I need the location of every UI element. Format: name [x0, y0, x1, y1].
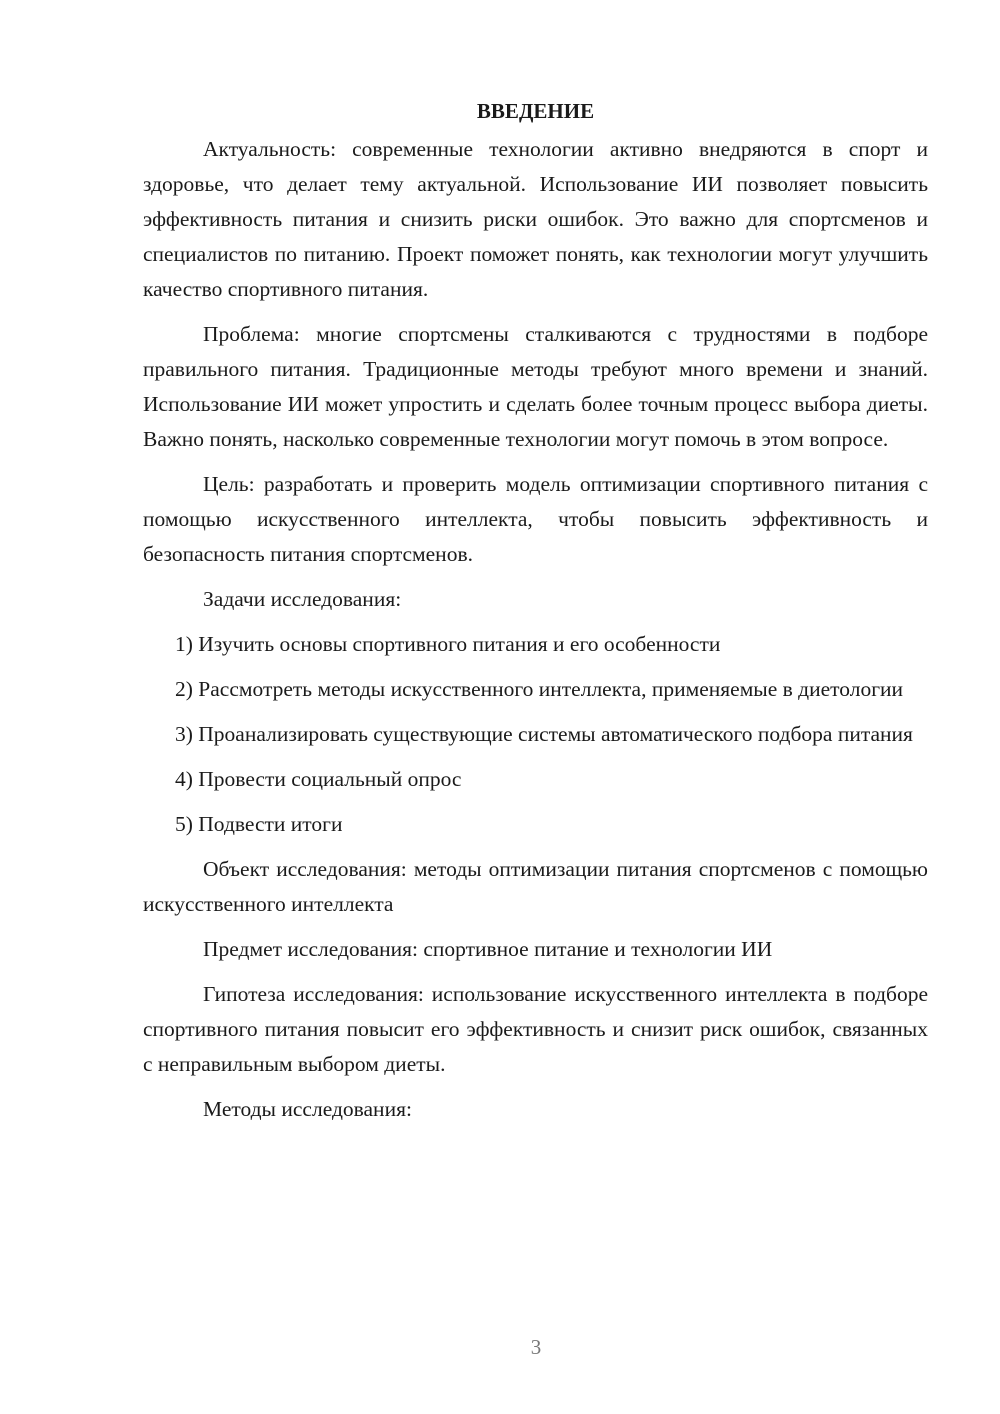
task-item-5: 5) Подвести итоги: [175, 812, 343, 836]
page-content: [143, 96, 928, 1137]
paragraph-problem: Проблема: многие спортсмены сталкиваются с трудностями в подборе правильного питания. Традиционные методы требуют много времени и знаний. Использование ИИ может упростить и сделать более точным процесс выбора диеты. Важно понять, насколько современные технологии могут помочь в этом вопросе.: [143, 322, 928, 451]
page-title: ВВЕДЕНИЕ: [476, 99, 595, 123]
task-item-3: 3) Проанализировать существующие системы автоматического подбора питания: [175, 722, 913, 746]
task-item-4: 4) Провести социальный опрос: [175, 767, 462, 791]
page-number: 3: [530, 1335, 542, 1359]
paragraph-subject: Предмет исследования: спортивное питание и технологии ИИ: [203, 937, 773, 961]
paragraph-goal: Цель: разработать и проверить модель оптимизации спортивного питания с помощью искусственного интеллекта, чтобы повысить эффективность и безопасность питания спортсменов.: [143, 472, 928, 566]
task-item-2: 2) Рассмотреть методы искусственного интеллекта, применяемые в диетологии: [175, 677, 904, 701]
paragraph-methods: Методы исследования:: [203, 1097, 412, 1121]
paragraph-relevance: Актуальность: современные технологии активно внедряются в спорт и здоровье, что делает тему актуальной. Использование ИИ позволяет повысить эффективность питания и снизить риски ошибок. Это важно для спортсменов и специалистов по питанию. Проект поможет понять, как технологии могут улучшить качество спортивного питания.: [143, 137, 928, 301]
paragraph-hypothesis: Гипотеза исследования: использование искусственного интеллекта в подборе спортивного питания повысит его эффективность и снизит риск ошибок, связанных с неправильным выбором диеты.: [143, 982, 928, 1076]
paragraph-object: Объект исследования: методы оптимизации питания спортсменов с помощью искусственного интеллекта: [143, 857, 928, 916]
task-item-1: 1) Изучить основы спортивного питания и его особенности: [175, 632, 721, 656]
paragraph-tasks-heading: Задачи исследования:: [203, 587, 402, 611]
